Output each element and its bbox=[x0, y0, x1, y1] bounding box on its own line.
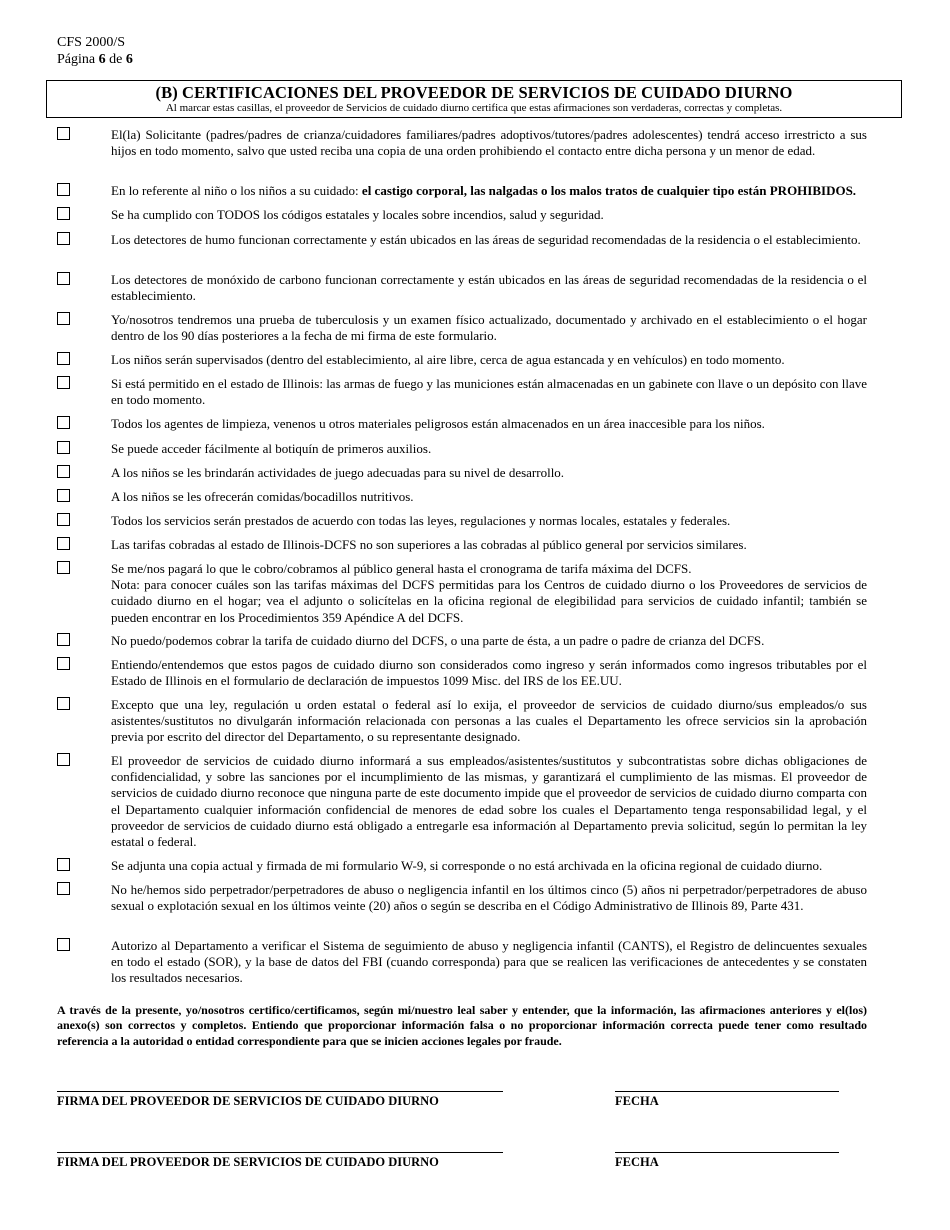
certification-text: Autorizo al Departamento a verificar el Sistema de seguimiento de abuso y negligencia infantil (CANTS), el Registro de delincuentes sexuales en todo el estado (SOR), y la base de datos del FBI (cuando corresponda) para que se realicen las verificaciones de antecedentes y se constaten los resultados necesarios. bbox=[111, 938, 867, 986]
signature-label: FIRMA DEL PROVEEDOR DE SERVICIOS DE CUIDADO DIURNO bbox=[57, 1094, 439, 1108]
date-label: FECHA bbox=[615, 1094, 659, 1108]
certification-text: Los detectores de monóxido de carbono funcionan correctamente y están ubicados en las áreas de seguridad recomendadas de la residencia o el establecimiento. bbox=[111, 272, 867, 304]
page-total: 6 bbox=[125, 52, 133, 67]
certification-text: No he/hemos sido perpetrador/perpetradores de abuso o negligencia infantil en los últimos cinco (5) años ni perpetrador/perpetradores de abuso sexual o explotación sexual en los últimos veinte (20) años o según se describa en el Código Administrativo de Illinois 89, Parte 431. bbox=[111, 882, 867, 914]
section-title: (B) CERTIFICACIONES DEL PROVEEDOR DE SERVICIOS DE CUIDADO DIURNO bbox=[155, 83, 793, 102]
certification-text: Las tarifas cobradas al estado de Illinois-DCFS no son superiores a las cobradas al público general por servicios similares. bbox=[111, 537, 747, 552]
date-label: FECHA bbox=[615, 1155, 659, 1169]
certification-text: Si está permitido en el estado de Illinois: las armas de fuego y las municiones están almacenadas en un gabinete con llave o un depósito con llave en todo momento. bbox=[111, 376, 867, 408]
certification-checkbox[interactable] bbox=[57, 183, 70, 196]
certification-checkbox[interactable] bbox=[57, 657, 70, 670]
certification-checkbox[interactable] bbox=[57, 697, 70, 710]
certification-checkbox[interactable] bbox=[57, 272, 70, 285]
certification-text: No puedo/podemos cobrar la tarifa de cuidado diurno del DCFS, o una parte de ésta, a un padre o padre de crianza del DCFS. bbox=[111, 633, 765, 648]
certification-text: Yo/nosotros tendremos una prueba de tuberculosis y un examen físico actualizado, documentado y archivado en el establecimiento o el hogar dentro de los 90 días posteriores a la fecha de mi firma de este formulario. bbox=[111, 312, 867, 344]
signature-line[interactable] bbox=[57, 1091, 503, 1092]
certification-checkbox[interactable] bbox=[57, 753, 70, 766]
certification-text: Se adjunta una copia actual y firmada de mi formulario W-9, si corresponde o no está archivada en la oficina regional de cuidado diurno. bbox=[111, 858, 823, 873]
section-subtitle: Al marcar estas casillas, el proveedor de Servicios de cuidado diurno certifica que estas afirmaciones son verdaderas, correctas y completas. bbox=[165, 102, 783, 114]
date-line[interactable] bbox=[615, 1152, 839, 1153]
certification-checkbox[interactable] bbox=[57, 207, 70, 220]
certification-checkbox[interactable] bbox=[57, 312, 70, 325]
certification-text: A los niños se les ofrecerán comidas/bocadillos nutritivos. bbox=[111, 489, 414, 504]
certification-checkbox[interactable] bbox=[57, 416, 70, 429]
certification-text: Todos los agentes de limpieza, venenos u otros materiales peligrosos están almacenados en un área inaccesible para los niños. bbox=[111, 416, 765, 431]
certification-text: Entiendo/entendemos que estos pagos de cuidado diurno son considerados como ingreso y serán informados como ingresos tributables por el Estado de Illinois en el formulario de declaración de impuestos 1099 Misc. del IRS de los EE.UU. bbox=[111, 657, 867, 689]
page-of: de bbox=[109, 52, 123, 67]
certification-text bbox=[111, 561, 867, 626]
certification-checkbox[interactable] bbox=[57, 465, 70, 478]
form-header bbox=[57, 34, 133, 68]
certification-checkbox[interactable] bbox=[57, 938, 70, 951]
certification-checkbox[interactable] bbox=[57, 513, 70, 526]
certification-text-bold: el castigo corporal, las nalgadas o los malos tratos de cualquier tipo están PROHIBIDOS. bbox=[361, 183, 857, 198]
certification-checkbox[interactable] bbox=[57, 489, 70, 502]
form-id: CFS 2000/S bbox=[57, 35, 126, 50]
section-header-box bbox=[46, 80, 902, 118]
certification-text-main: Se me/nos pagará lo que le cobro/cobramos al público general hasta el cronograma de tarifa máxima del DCFS. bbox=[111, 561, 692, 576]
page-current: 6 bbox=[98, 52, 106, 67]
certification-text: A los niños se les brindarán actividades de juego adecuadas para su nivel de desarrollo. bbox=[111, 465, 565, 480]
certification-text: Se ha cumplido con TODOS los códigos estatales y locales sobre incendios, salud y seguridad. bbox=[111, 207, 604, 222]
signature-line[interactable] bbox=[57, 1152, 503, 1153]
certification-checkbox[interactable] bbox=[57, 441, 70, 454]
certification-checkbox[interactable] bbox=[57, 633, 70, 646]
certification-text-regular: En lo referente al niño o los niños a su cuidado: bbox=[111, 183, 362, 198]
certification-checkbox[interactable] bbox=[57, 352, 70, 365]
date-line[interactable] bbox=[615, 1091, 839, 1092]
attestation-statement: A través de la presente, yo/nosotros certifico/certificamos, según mi/nuestro leal saber y entender, que la información, las afirmaciones anteriores y el(los) anexo(s) son correctos y completos. Entiendo que proporcionar información falsa o no proporcionar información correcta puede tener como resultado referencia a la autoridad o entidad correspondiente para que se inicien acciones legales por fraude. bbox=[57, 1003, 867, 1048]
certification-text: Los niños serán supervisados (dentro del establecimiento, al aire libre, cerca de agua estancada y en vehículos) en todo momento. bbox=[111, 352, 785, 367]
certification-text: El(la) Solicitante (padres/padres de crianza/cuidadores familiares/padres adoptivos/tutores/padres adolescentes) tendrá acceso irrestricto a sus hijos en todo momento, salvo que usted reciba una copia de una orden prohibiendo el contacto entre dicha persona y un menor de edad. bbox=[111, 127, 867, 159]
certification-checkbox[interactable] bbox=[57, 127, 70, 140]
certification-checkbox[interactable] bbox=[57, 232, 70, 245]
certification-checkbox[interactable] bbox=[57, 376, 70, 389]
certification-text: El proveedor de servicios de cuidado diurno informará a sus empleados/asistentes/sustitutos y subcontratistas sobre dichas obligaciones de confidencialidad, y sobre las sanciones por el incumplimiento de las mismas, y garantizará el cumplimiento de las mismas. El proveedor de servicios de cuidado diurno reconoce que ninguna parte de este documento impide que el proveedor de servicios de cuidado diurno comparta con el Departamento cualquier información confidencial de menores de edad sobre los cuales el Departamento tenga responsabilidad legal, y el proveedor de servicios de cuidado diurno está obligado a entregarle esa información al Departamento previa solicitud, según lo permitan la ley estatal o federal. bbox=[111, 753, 867, 850]
certification-checkbox[interactable] bbox=[57, 537, 70, 550]
certification-checkbox[interactable] bbox=[57, 882, 70, 895]
certification-text: Se puede acceder fácilmente al botiquín de primeros auxilios. bbox=[111, 441, 432, 456]
signature-label: FIRMA DEL PROVEEDOR DE SERVICIOS DE CUIDADO DIURNO bbox=[57, 1155, 439, 1169]
page-number bbox=[57, 51, 133, 68]
certification-text: Excepto que una ley, regulación u orden estatal o federal así lo exija, el proveedor de servicios de cuidado diurno/sus empleados/o sus asistentes/sustitutos no divulgarán información relacionada con personas a las cuales el Departamento les ofrece servicios sin la aprobación previa por escrito del director del Departamento, o su representante designado. bbox=[111, 697, 867, 745]
certification-text: Todos los servicios serán prestados de acuerdo con todas las leyes, regulaciones y normas locales, estatales y federales. bbox=[111, 513, 731, 528]
certification-text: Los detectores de humo funcionan correctamente y están ubicados en las áreas de seguridad recomendadas de la residencia o el establecimiento. bbox=[111, 232, 861, 247]
certification-checkbox[interactable] bbox=[57, 858, 70, 871]
certification-note: Nota: para conocer cuáles son las tarifas máximas del DCFS permitidas para los Centros de cuidado diurno o los Proveedores de servicios de cuidado diurno en el hogar; vea el adjunto o solicítelas en la oficina regional de elegibilidad para servicios de cuidado infantil; también se pueden encontrar en los Procedimientos 359 Apéndice A del DCFS. bbox=[111, 577, 867, 625]
page-word: Página bbox=[57, 52, 96, 67]
certification-checkbox[interactable] bbox=[57, 561, 70, 574]
certification-text bbox=[111, 183, 867, 199]
